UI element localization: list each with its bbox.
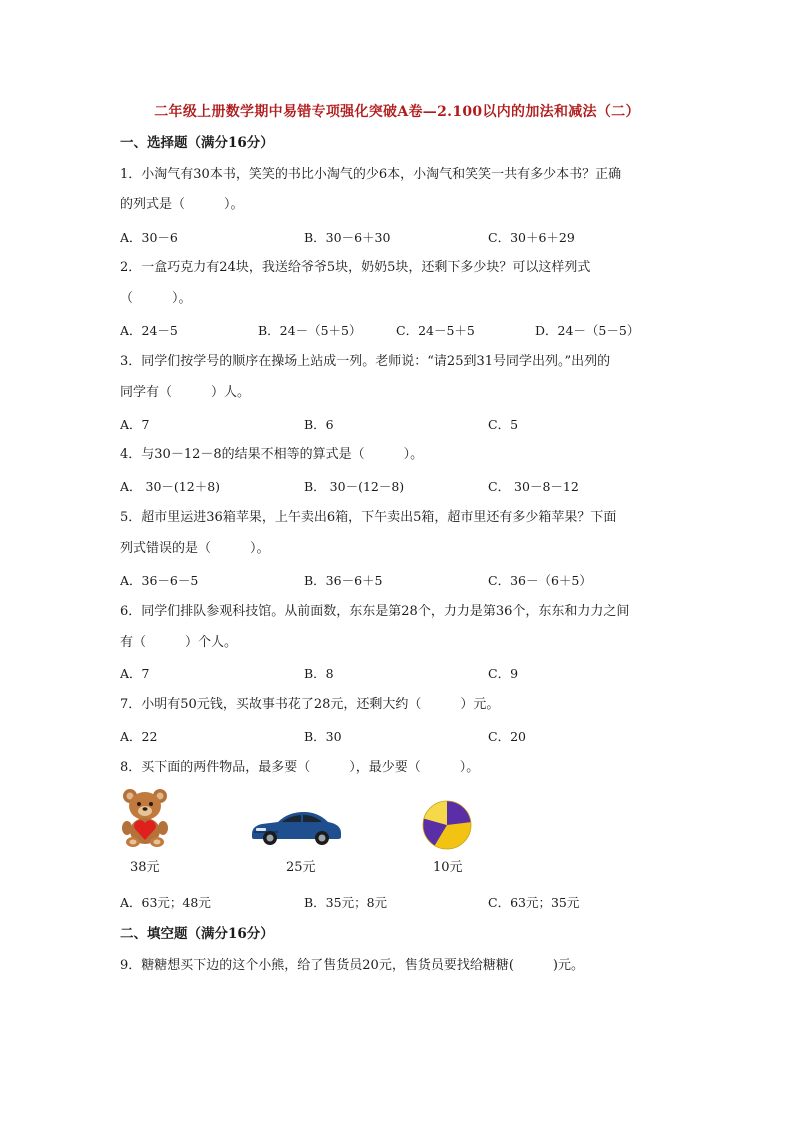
question-3-text-cont: 同学有（ ）人。 [120, 385, 251, 400]
q1-option-b[interactable]: B．30－6＋30 [304, 230, 391, 245]
question-9-text: 9．糖糖想买下边的这个小熊，给了售货员20元，售货员要找给糖糖( )元。 [120, 958, 584, 973]
q8-option-a[interactable]: A．63元；48元 [120, 895, 211, 910]
question-4-text: 4．与30－12－8的结果不相等的算式是（ ）。 [120, 447, 424, 462]
teddy-bear-image [118, 786, 172, 848]
q2-option-b[interactable]: B．24－（5＋5） [258, 323, 362, 338]
question-3-text: 3．同学们按学号的顺序在操场上站成一列。老师说：“请25到31号同学出列。”出列的 [120, 354, 611, 369]
q5-option-c[interactable]: C．36－（6＋5） [488, 573, 592, 588]
q7-option-b[interactable]: B．30 [304, 729, 342, 744]
q4-option-b[interactable]: B． 30－(12－8) [304, 479, 405, 494]
q4-option-a[interactable]: A． 30－(12＋8) [120, 479, 221, 494]
q5-option-a[interactable]: A．36－6－5 [120, 573, 199, 588]
section-choice-heading: 一、选择题（满分16分） [120, 135, 274, 151]
q7-option-a[interactable]: A．22 [120, 729, 158, 744]
q2-option-c[interactable]: C．24－5＋5 [396, 323, 475, 338]
q6-option-b[interactable]: B．8 [304, 666, 334, 681]
q5-option-b[interactable]: B．36－6＋5 [304, 573, 383, 588]
teddy-bear-price: 38元 [130, 860, 160, 875]
q2-option-d[interactable]: D．24－（5－5） [535, 323, 640, 338]
question-1-text-cont: 的列式是（ ）。 [120, 197, 244, 212]
ball-price: 10元 [433, 860, 463, 875]
q1-option-c[interactable]: C．30＋6＋29 [488, 230, 575, 245]
question-2-text-cont: （ ）。 [120, 291, 192, 306]
question-5-text: 5．超市里运进36箱苹果，上午卖出6箱，下午卖出5箱，超市里还有多少箱苹果？下面 [120, 510, 617, 525]
q3-option-c[interactable]: C．5 [488, 417, 519, 432]
q8-option-b[interactable]: B．35元；8元 [304, 895, 388, 910]
q1-option-a[interactable]: A．30－6 [120, 230, 178, 245]
q2-option-a[interactable]: A．24－5 [120, 323, 178, 338]
question-5-text-cont: 列式错误的是（ ）。 [120, 541, 270, 556]
question-2-text: 2．一盒巧克力有24块，我送给爷爷5块，奶奶5块，还剩下多少块？可以这样列式 [120, 260, 591, 275]
question-8-text: 8．买下面的两件物品，最多要（ ），最少要（ ）。 [120, 760, 480, 775]
q3-option-b[interactable]: B．6 [304, 417, 334, 432]
car-image [248, 804, 344, 846]
car-price: 25元 [286, 860, 316, 875]
section-fill-heading: 二、填空题（满分16分） [120, 926, 274, 942]
q6-option-a[interactable]: A．7 [120, 666, 150, 681]
question-1-text: 1．小淘气有30本书，笑笑的书比小淘气的少6本，小淘气和笑笑一共有多少本书？正确 [120, 167, 622, 182]
q7-option-c[interactable]: C．20 [488, 729, 526, 744]
question-6-text-cont: 有（ ）个人。 [120, 635, 238, 650]
question-6-text: 6．同学们排队参观科技馆。从前面数，东东是第28个，力力是第36个，东东和力力之间 [120, 604, 630, 619]
q8-option-c[interactable]: C．63元；35元 [488, 895, 580, 910]
page-title: 二年级上册数学期中易错专项强化突破A卷—2.100以内的加法和减法（二） [154, 104, 640, 120]
question-7-text: 7．小明有50元钱，买故事书花了28元，还剩大约（ ）元。 [120, 697, 500, 712]
q6-option-c[interactable]: C．9 [488, 666, 519, 681]
q4-option-c[interactable]: C． 30－8－12 [488, 479, 579, 494]
ball-image [422, 800, 472, 850]
q3-option-a[interactable]: A．7 [120, 417, 150, 432]
